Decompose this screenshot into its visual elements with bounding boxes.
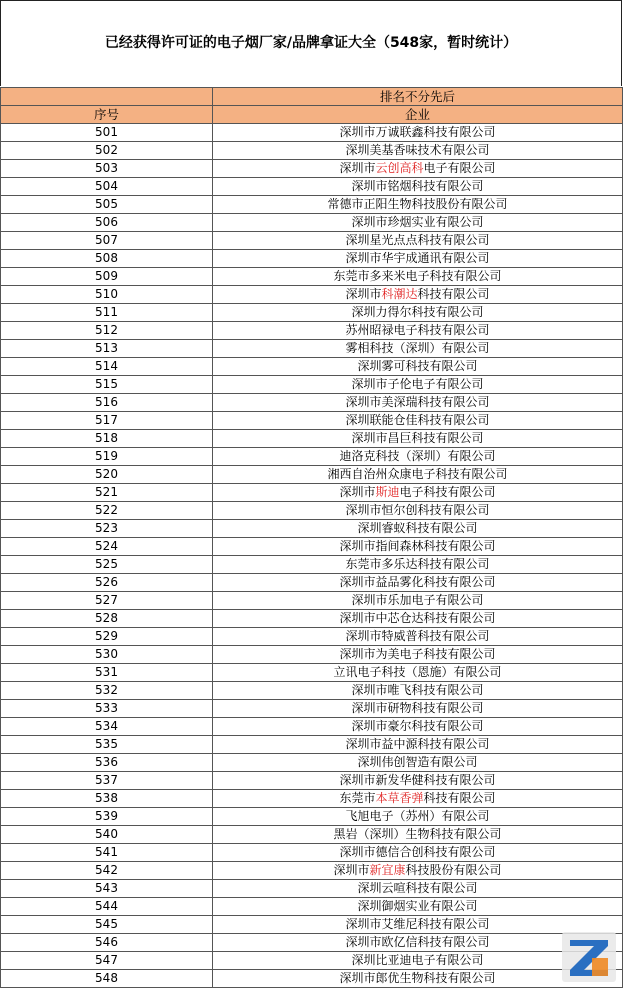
company-name-part: 深圳比亚迪电子有限公司 xyxy=(351,953,484,967)
row-number: 530 xyxy=(1,646,213,664)
company-name-part: 科技有限公司 xyxy=(423,791,496,805)
table-row xyxy=(1,214,623,232)
row-number: 504 xyxy=(1,178,213,196)
row-number: 542 xyxy=(1,862,213,880)
row-number: 518 xyxy=(1,430,213,448)
company-name xyxy=(213,340,623,358)
company-name xyxy=(213,430,623,448)
company-name-part: 深圳市乐加电子有限公司 xyxy=(351,593,484,607)
table-row xyxy=(1,322,623,340)
company-name-part: 深圳御烟实业有限公司 xyxy=(357,899,478,913)
company-name-part: 电子科技有限公司 xyxy=(399,485,496,499)
table-row xyxy=(1,250,623,268)
company-name xyxy=(213,502,623,520)
company-name-part: 苏州昭禄电子科技有限公司 xyxy=(345,323,490,337)
table-row xyxy=(1,934,623,952)
row-number: 501 xyxy=(1,124,213,142)
row-number: 527 xyxy=(1,592,213,610)
company-name-part: 常德市正阳生物科技股份有限公司 xyxy=(327,197,508,211)
company-name-part: 深圳市德信合创科技有限公司 xyxy=(339,845,496,859)
company-name xyxy=(213,214,623,232)
company-name-part: 深圳睿蚁科技有限公司 xyxy=(357,521,478,535)
company-name-part: 迪洛克科技（深圳）有限公司 xyxy=(339,449,496,463)
row-number: 524 xyxy=(1,538,213,556)
company-name-highlight: 科潮达 xyxy=(381,287,418,301)
company-name xyxy=(213,412,623,430)
company-name xyxy=(213,844,623,862)
company-name-part: 电子有限公司 xyxy=(423,161,496,175)
company-name-part: 深圳市华宇成通讯有限公司 xyxy=(345,251,490,265)
company-name-part: 深圳伟创智造有限公司 xyxy=(357,755,478,769)
table-row xyxy=(1,790,623,808)
company-name xyxy=(213,736,623,754)
company-name-part: 深圳市中芯仓达科技有限公司 xyxy=(339,611,496,625)
table-row xyxy=(1,430,623,448)
table-row xyxy=(1,970,623,988)
company-name xyxy=(213,376,623,394)
watermark-logo-icon xyxy=(562,932,616,982)
company-name-part: 深圳市 xyxy=(333,863,370,877)
company-name xyxy=(213,790,623,808)
header-empty-cell xyxy=(1,88,213,106)
table-row xyxy=(1,952,623,970)
company-name-part: 科技股份有限公司 xyxy=(405,863,502,877)
table-row xyxy=(1,196,623,214)
table-row xyxy=(1,844,623,862)
company-name-part: 深圳力得尔科技有限公司 xyxy=(351,305,484,319)
table-row xyxy=(1,394,623,412)
table-row xyxy=(1,268,623,286)
table-row xyxy=(1,124,623,142)
table-row xyxy=(1,556,623,574)
row-number: 526 xyxy=(1,574,213,592)
company-name xyxy=(213,574,623,592)
table-row xyxy=(1,304,623,322)
company-name-part: 深圳市艾维尼科技有限公司 xyxy=(345,917,490,931)
company-name xyxy=(213,754,623,772)
company-name-part: 东莞市多来米电子科技有限公司 xyxy=(333,269,502,283)
row-number: 517 xyxy=(1,412,213,430)
row-number: 544 xyxy=(1,898,213,916)
table-row xyxy=(1,592,623,610)
column-header-number: 序号 xyxy=(1,106,213,124)
company-name-part: 深圳市铭烟科技有限公司 xyxy=(351,179,484,193)
row-number: 522 xyxy=(1,502,213,520)
document-title: 已经获得许可证的电子烟厂家/品牌拿证大全（548家，暂时统计） xyxy=(104,34,518,51)
company-name-part: 黑岩（深圳）生物科技有限公司 xyxy=(333,827,502,841)
row-number: 509 xyxy=(1,268,213,286)
row-number: 532 xyxy=(1,682,213,700)
company-name xyxy=(213,394,623,412)
row-number: 545 xyxy=(1,916,213,934)
table-row xyxy=(1,160,623,178)
row-number: 546 xyxy=(1,934,213,952)
table-row xyxy=(1,862,623,880)
company-name xyxy=(213,664,623,682)
company-name xyxy=(213,322,623,340)
company-name xyxy=(213,592,623,610)
company-name-part: 深圳市益中源科技有限公司 xyxy=(345,737,490,751)
company-name-part: 深圳市为美电子科技有限公司 xyxy=(339,647,496,661)
company-name xyxy=(213,772,623,790)
company-name xyxy=(213,718,623,736)
row-number: 510 xyxy=(1,286,213,304)
company-name xyxy=(213,808,623,826)
company-name-highlight: 斯迪 xyxy=(375,485,400,499)
table-row xyxy=(1,700,623,718)
row-number: 548 xyxy=(1,970,213,988)
row-number: 512 xyxy=(1,322,213,340)
company-name-part: 东莞市多乐达科技有限公司 xyxy=(345,557,490,571)
table-row xyxy=(1,754,623,772)
company-name xyxy=(213,160,623,178)
table-row xyxy=(1,772,623,790)
table-row xyxy=(1,574,623,592)
row-number: 502 xyxy=(1,142,213,160)
row-number: 539 xyxy=(1,808,213,826)
row-number: 515 xyxy=(1,376,213,394)
table-row xyxy=(1,610,623,628)
company-name xyxy=(213,646,623,664)
company-name-part: 雾相科技（深圳）有限公司 xyxy=(345,341,490,355)
company-name xyxy=(213,700,623,718)
company-name-part: 深圳市研物科技有限公司 xyxy=(351,701,484,715)
company-name xyxy=(213,916,623,934)
row-number: 536 xyxy=(1,754,213,772)
company-name xyxy=(213,628,623,646)
row-number: 506 xyxy=(1,214,213,232)
company-name-part: 深圳市昌巨科技有限公司 xyxy=(351,431,484,445)
company-name xyxy=(213,448,623,466)
table-row xyxy=(1,502,623,520)
table-row xyxy=(1,628,623,646)
table-row xyxy=(1,880,623,898)
table-row xyxy=(1,682,623,700)
row-number: 547 xyxy=(1,952,213,970)
table-row xyxy=(1,718,623,736)
company-name-highlight: 云创高科 xyxy=(375,161,424,175)
company-name-part: 深圳市 xyxy=(339,485,376,499)
company-name xyxy=(213,250,623,268)
table-row xyxy=(1,376,623,394)
row-number: 533 xyxy=(1,700,213,718)
row-number: 507 xyxy=(1,232,213,250)
row-number: 540 xyxy=(1,826,213,844)
row-number: 531 xyxy=(1,664,213,682)
company-name-part: 深圳市恒尔创科技有限公司 xyxy=(345,503,490,517)
company-name xyxy=(213,556,623,574)
rank-note: 排名不分先后 xyxy=(213,88,623,106)
header-row-note xyxy=(1,88,623,106)
row-number: 521 xyxy=(1,484,213,502)
company-name-part: 飞旭电子（苏州）有限公司 xyxy=(345,809,490,823)
company-name-part: 深圳市新发华健科技有限公司 xyxy=(339,773,496,787)
company-name xyxy=(213,520,623,538)
row-number: 505 xyxy=(1,196,213,214)
row-number: 543 xyxy=(1,880,213,898)
company-name xyxy=(213,934,623,952)
table-row xyxy=(1,340,623,358)
row-number: 538 xyxy=(1,790,213,808)
company-name xyxy=(213,862,623,880)
table-row xyxy=(1,826,623,844)
company-name xyxy=(213,898,623,916)
row-number: 514 xyxy=(1,358,213,376)
table-row xyxy=(1,232,623,250)
company-name-part: 深圳市唯飞科技有限公司 xyxy=(351,683,484,697)
row-number: 523 xyxy=(1,520,213,538)
table-row xyxy=(1,664,623,682)
company-name-part: 深圳市万诚联鑫科技有限公司 xyxy=(339,125,496,139)
table-row xyxy=(1,736,623,754)
row-number: 534 xyxy=(1,718,213,736)
company-name-part: 深圳美基香味技术有限公司 xyxy=(345,143,490,157)
company-name-highlight: 新宜康 xyxy=(369,863,406,877)
company-name xyxy=(213,466,623,484)
company-name xyxy=(213,196,623,214)
company-name xyxy=(213,358,623,376)
row-number: 508 xyxy=(1,250,213,268)
company-name-part: 深圳市子伦电子有限公司 xyxy=(351,377,484,391)
table-row xyxy=(1,808,623,826)
company-name-part: 深圳市特威普科技有限公司 xyxy=(345,629,490,643)
row-number: 520 xyxy=(1,466,213,484)
row-number: 503 xyxy=(1,160,213,178)
row-number: 519 xyxy=(1,448,213,466)
company-name-part: 深圳市 xyxy=(345,287,382,301)
company-name-part: 深圳星光点点科技有限公司 xyxy=(345,233,490,247)
company-name-highlight: 本草香弹 xyxy=(375,791,424,805)
table-row xyxy=(1,178,623,196)
company-name-part: 深圳云喧科技有限公司 xyxy=(357,881,478,895)
row-number: 525 xyxy=(1,556,213,574)
row-number: 541 xyxy=(1,844,213,862)
company-name-part: 深圳联能仓佳科技有限公司 xyxy=(345,413,490,427)
company-name xyxy=(213,970,623,988)
company-name xyxy=(213,286,623,304)
header-row-columns xyxy=(1,106,623,124)
row-number: 516 xyxy=(1,394,213,412)
row-number: 537 xyxy=(1,772,213,790)
row-number: 529 xyxy=(1,628,213,646)
table-row xyxy=(1,898,623,916)
company-name-part: 深圳市益品雾化科技有限公司 xyxy=(339,575,496,589)
company-name xyxy=(213,142,623,160)
company-name xyxy=(213,178,623,196)
company-name xyxy=(213,682,623,700)
column-header-company: 企业 xyxy=(213,106,623,124)
company-name-part: 深圳市 xyxy=(339,161,376,175)
company-name-part: 深圳市郎优生物科技有限公司 xyxy=(339,971,496,985)
company-name-part: 立讯电子科技（恩施）有限公司 xyxy=(333,665,502,679)
company-name-part: 深圳市豪尔科技有限公司 xyxy=(351,719,484,733)
company-name xyxy=(213,304,623,322)
document-title-box xyxy=(0,0,622,86)
company-name xyxy=(213,952,623,970)
table-row xyxy=(1,412,623,430)
company-name-part: 湘西自治州众康电子科技有限公司 xyxy=(327,467,508,481)
company-name xyxy=(213,538,623,556)
row-number: 528 xyxy=(1,610,213,628)
company-name xyxy=(213,880,623,898)
table-row xyxy=(1,484,623,502)
company-name-part: 深圳市珍烟实业有限公司 xyxy=(351,215,484,229)
company-name xyxy=(213,124,623,142)
table-row xyxy=(1,142,623,160)
company-name-part: 深圳市美深瑞科技有限公司 xyxy=(345,395,490,409)
company-name-part: 东莞市 xyxy=(339,791,376,805)
company-name xyxy=(213,232,623,250)
row-number: 535 xyxy=(1,736,213,754)
row-number: 513 xyxy=(1,340,213,358)
table-row xyxy=(1,358,623,376)
company-name-part: 深圳雾可科技有限公司 xyxy=(357,359,478,373)
table-row xyxy=(1,448,623,466)
company-name-part: 科技有限公司 xyxy=(417,287,490,301)
table-row xyxy=(1,538,623,556)
company-name-part: 深圳市指间森林科技有限公司 xyxy=(339,539,496,553)
company-table xyxy=(0,87,623,988)
company-name-part: 深圳市欧亿信科技有限公司 xyxy=(345,935,490,949)
table-row xyxy=(1,466,623,484)
company-name xyxy=(213,610,623,628)
table-row xyxy=(1,916,623,934)
table-row xyxy=(1,520,623,538)
company-name xyxy=(213,268,623,286)
company-name xyxy=(213,484,623,502)
company-name xyxy=(213,826,623,844)
row-number: 511 xyxy=(1,304,213,322)
table-row xyxy=(1,646,623,664)
table-row xyxy=(1,286,623,304)
